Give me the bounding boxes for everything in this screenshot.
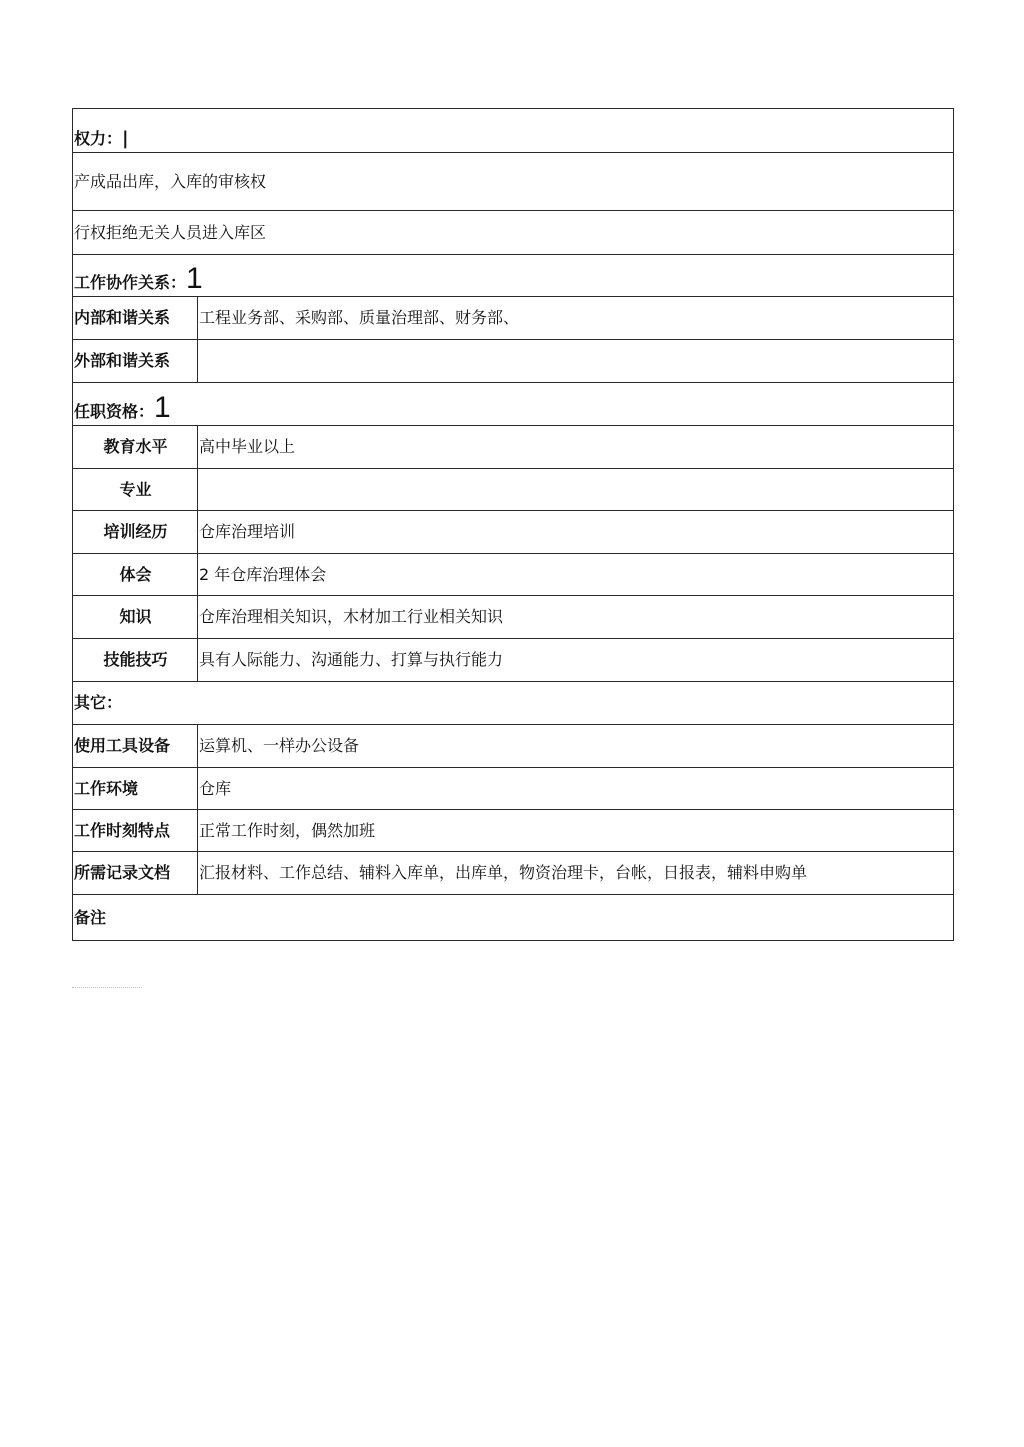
other-value: 正常工作时刻，偶然加班 bbox=[198, 810, 954, 852]
qualification-value bbox=[198, 469, 954, 511]
relations-section-row bbox=[73, 255, 954, 297]
relation-label: 内部和谐关系 bbox=[73, 297, 198, 340]
other-row bbox=[73, 768, 954, 810]
other-row bbox=[73, 725, 954, 768]
qualification-value: 仓库治理相关知识，木材加工行业相关知识 bbox=[198, 596, 954, 639]
qualification-row bbox=[73, 596, 954, 639]
relation-label: 外部和谐关系 bbox=[73, 340, 198, 383]
qualifications-heading-cell bbox=[73, 383, 954, 426]
qualifications-heading: 任职资格： bbox=[74, 402, 155, 421]
other-label: 工作时刻特点 bbox=[73, 810, 198, 852]
qualification-row bbox=[73, 469, 954, 511]
relation-row bbox=[73, 340, 954, 383]
qualification-value: 高中毕业以上 bbox=[198, 426, 954, 469]
power-heading: 权力： bbox=[74, 129, 123, 149]
qualification-label: 专业 bbox=[73, 469, 198, 511]
other-value: 仓库 bbox=[198, 768, 954, 810]
remarks-label: 备注 bbox=[73, 895, 954, 941]
other-value: 运算机、一样办公设备 bbox=[198, 725, 954, 768]
qualification-row bbox=[73, 639, 954, 682]
relation-value bbox=[198, 340, 954, 383]
other-row bbox=[73, 852, 954, 895]
relation-value: 工程业务部、采购部、质量治理部、财务部、 bbox=[198, 297, 954, 340]
footer-dotted-line bbox=[72, 987, 142, 988]
relations-marker: 1 bbox=[186, 262, 203, 295]
other-label: 使用工具设备 bbox=[73, 725, 198, 768]
qualifications-marker: 1 bbox=[154, 391, 171, 424]
qualification-row bbox=[73, 554, 954, 596]
other-heading: 其它： bbox=[73, 682, 954, 725]
qualification-value: 2 年仓库治理体会 bbox=[198, 554, 954, 596]
relation-row bbox=[73, 297, 954, 340]
qualifications-section-row bbox=[73, 383, 954, 426]
relations-heading-cell bbox=[73, 255, 954, 297]
qualification-row bbox=[73, 511, 954, 554]
other-label: 工作环境 bbox=[73, 768, 198, 810]
remarks-row bbox=[73, 895, 954, 941]
qualification-row bbox=[73, 426, 954, 469]
qualification-label: 培训经历 bbox=[73, 511, 198, 554]
power-section-row bbox=[73, 109, 954, 153]
qualification-label: 知识 bbox=[73, 596, 198, 639]
qualification-label: 教育水平 bbox=[73, 426, 198, 469]
qualification-label: 体会 bbox=[73, 554, 198, 596]
other-label: 所需记录文档 bbox=[73, 852, 198, 895]
power-item-row bbox=[73, 211, 954, 255]
other-value: 汇报材料、工作总结、辅料入库单，出库单，物资治理卡，台帐，日报表，辅料申购单 bbox=[198, 852, 954, 895]
qualification-value: 仓库治理培训 bbox=[198, 511, 954, 554]
power-item: 行权拒绝无关人员进入库区 bbox=[73, 211, 954, 255]
power-heading-cell bbox=[73, 109, 954, 153]
qualification-value: 具有人际能力、沟通能力、打算与执行能力 bbox=[198, 639, 954, 682]
text-cursor-mark: | bbox=[122, 128, 129, 150]
power-item-row bbox=[73, 153, 954, 211]
job-description-table bbox=[72, 108, 954, 941]
relations-heading: 工作协作关系： bbox=[74, 273, 187, 292]
qualification-label: 技能技巧 bbox=[73, 639, 198, 682]
power-item: 产成品出库，入库的审核权 bbox=[73, 153, 954, 211]
other-section-row bbox=[73, 682, 954, 725]
other-row bbox=[73, 810, 954, 852]
